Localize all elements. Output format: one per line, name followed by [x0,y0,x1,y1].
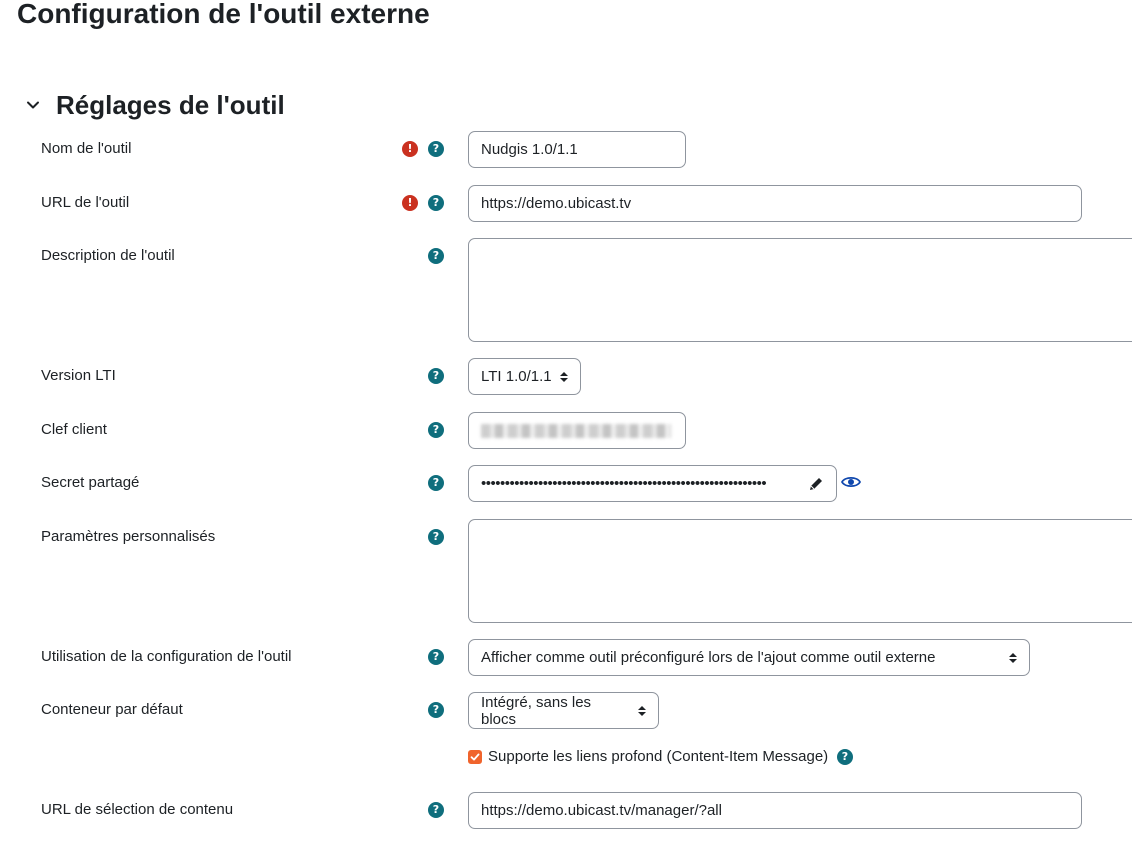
select-arrows-icon [638,705,646,717]
content-selection-url-input[interactable] [468,792,1082,829]
help-icon[interactable]: ? [428,475,444,491]
default-container-label: Conteneur par défaut [41,701,183,718]
content-selection-url-value: https://demo.ubicast.tv/manager/?all [481,802,722,819]
help-icon[interactable]: ? [428,649,444,665]
page-title: Configuration de l'outil externe [17,0,430,29]
required-icon[interactable]: ! [402,195,418,211]
help-icon[interactable]: ? [428,702,444,718]
help-icon[interactable]: ? [428,529,444,545]
default-container-select[interactable] [468,692,659,729]
deep-linking-checkbox[interactable] [468,750,482,764]
lti-version-label: Version LTI [41,367,116,384]
eye-icon[interactable] [841,472,861,492]
tool-name-input[interactable] [468,131,686,168]
help-icon[interactable]: ? [428,141,444,157]
config-usage-value: Afficher comme outil préconfiguré lors de l'ajout comme outil externe [481,649,936,666]
tool-name-value: Nudgis 1.0/1.1 [481,141,578,158]
custom-params-label: Paramètres personnalisés [41,528,216,545]
help-icon[interactable]: ? [428,248,444,264]
custom-params-textarea[interactable] [468,519,1132,623]
help-icon[interactable]: ? [428,802,444,818]
pencil-icon[interactable] [808,476,824,492]
client-key-label: Clef client [41,421,107,438]
default-container-value: Intégré, sans les blocs [481,693,592,728]
required-icon[interactable]: ! [402,141,418,157]
tool-url-input[interactable] [468,185,1082,222]
help-icon[interactable]: ? [837,749,853,765]
tool-url-label: URL de l'outil [41,194,130,211]
shared-secret-label: Secret partagé [41,474,140,491]
config-usage-select[interactable] [468,639,1030,676]
tool-name-label: Nom de l'outil [41,140,132,157]
content-selection-url-label: URL de sélection de contenu [41,801,234,818]
section-title: Réglages de l'outil [56,90,285,120]
tool-description-label: Description de l'outil [41,247,175,264]
select-arrows-icon [560,371,568,383]
config-usage-label: Utilisation de la configuration de l'outil [41,648,292,665]
tool-url-value: https://demo.ubicast.tv [481,195,632,212]
section-header-tool-settings[interactable] [24,88,285,122]
shared-secret-value: •••••••••••••••••••••••••••••••••••••••••••••••••••••••••••• [481,475,767,492]
lti-version-select[interactable] [468,358,581,395]
help-icon[interactable]: ? [428,422,444,438]
help-icon[interactable]: ? [428,368,444,384]
deep-linking-label[interactable]: Supporte les liens profond (Content-Item Message) [488,748,829,765]
tool-description-textarea[interactable] [468,238,1132,342]
help-icon[interactable]: ? [428,195,444,211]
client-key-blurred-value [481,424,671,438]
select-arrows-icon [1009,652,1017,664]
client-key-input[interactable] [468,412,686,449]
lti-version-value: LTI 1.0/1.1 [481,368,552,385]
chevron-down-icon[interactable] [24,96,42,114]
shared-secret-input[interactable] [468,465,837,502]
